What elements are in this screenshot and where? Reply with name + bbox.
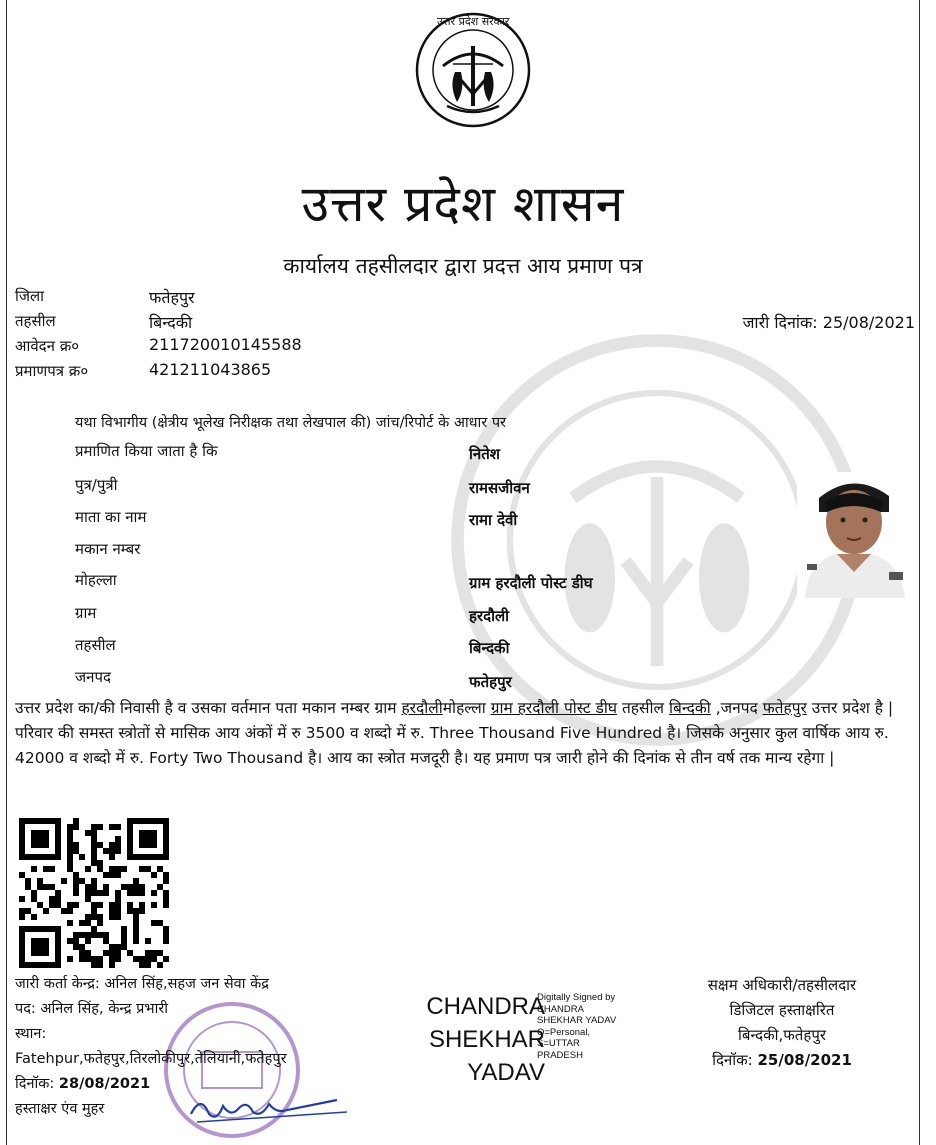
left-date-value: 28/08/2021 — [58, 1076, 151, 1092]
left-date: दिनॉक: 28/08/2021 — [15, 1076, 151, 1092]
locality-value: ग्राम हरदौली पोस्ट डीघ — [469, 574, 593, 592]
tehsil-underline: बिन्दकी — [668, 699, 711, 717]
main-title: उत्तर प्रदेश शासन — [301, 175, 625, 233]
mother-value: रामा देवी — [469, 511, 518, 529]
issuing-center: जारी कर्ता केन्द्र: अनिल सिंह,सहज जन सेवा केंद्र — [15, 976, 269, 992]
certified-label: प्रमाणित किया जाता है कि — [75, 442, 218, 460]
applicant-photo — [797, 472, 909, 598]
certificate-paragraph: उत्तर प्रदेश का/की निवासी है व उसका वर्तमान पता मकान नम्बर ग्राम हरदौलीमोहल्ला ग्राम हरदौली पोस्ट डीघ तहसील बिन्दकी ,जनपद फतेहपुर उत्तर प्रदेश है | परिवार की समस्त स्त्रोतों से मासिक आय अंकों में रु 3500 व शब्दो में रु. Three Thousand Five Hundred है। जिसके अनुसार कुल वार्षिक आय रु. 42000 व शब्दो में रु. Forty Two Thousand है। आय का स्त्रोत मजदूरी है। यह प्रमाण पत्र जारी होने की दिनांक से तीन वर्ष तक मान्य रहेगा | — [15, 699, 894, 767]
locality-label: मोहल्ला — [75, 571, 117, 589]
house-label: मकान नम्बर — [75, 540, 141, 558]
district-value: फतेहपुर — [149, 288, 195, 307]
village-label: ग्राम — [75, 604, 97, 622]
right-date-value: 25/08/2021 — [757, 1051, 852, 1069]
issue-date: जारी दिनांक: 25/08/2021 — [742, 313, 915, 332]
certificate-value: 421211043865 — [149, 360, 272, 379]
district-label: जिला — [15, 287, 45, 305]
emblem-text: उत्तर प्रदेश सरकार — [437, 15, 510, 28]
locality-underline: ग्राम हरदौली पोस्ट डीघ — [490, 699, 618, 717]
intro-line: यथा विभागीय (क्षेत्रीय भूलेख निरीक्षक तथा लेखपाल की) जांच/रिपोर्ट के आधार पर — [75, 415, 507, 431]
body-tehsil-label: तहसील — [75, 636, 116, 654]
village-value: हरदौली — [469, 607, 510, 625]
certificate-page — [6, 0, 920, 1145]
name-value: नितेश — [469, 445, 500, 463]
place-label: स्थान: — [15, 1026, 47, 1042]
body-district-value: फतेहपुर — [469, 673, 512, 691]
tehsil-value: बिन्दकी — [149, 313, 193, 332]
body-district-label: जनपद — [75, 668, 111, 686]
application-label: आवेदन क्र० — [15, 337, 80, 355]
son-label: पुत्र/पुत्री — [75, 476, 118, 494]
digital-signature-details: Digitally Signed by CHANDRA SHEKHAR YADAV O=Personal, S=UTTAR PRADESH — [537, 992, 617, 1061]
body-tehsil-value: बिन्दकी — [469, 639, 510, 657]
designation: पद: अनिल सिंह, केन्द्र प्रभारी — [15, 1001, 169, 1017]
application-value: 211720010145588 — [149, 335, 302, 354]
place-value: Fatehpur,फतेहपुर,तिरलोकीपुर,तेलियानी,फतेहपुर — [15, 1051, 287, 1067]
handwritten-signature — [187, 1088, 347, 1128]
digital-signer-name: CHANDRA SHEKHAR YADAV — [426, 993, 545, 1086]
sub-title: कार्यालय तहसीलदार द्वारा प्रदत्त आय प्रमाण पत्र — [283, 254, 643, 278]
right-date: दिनॉक: 25/08/2021 — [712, 1051, 852, 1069]
authority-title: सक्षम अधिकारी/तहसीलदार — [707, 976, 857, 994]
certificate-label: प्रमाणपत्र क्र० — [15, 362, 89, 380]
tehsil-label: तहसील — [15, 312, 56, 330]
qr-code — [19, 818, 169, 968]
district-underline: फतेहपुर — [762, 699, 807, 717]
father-value: रामसजीवन — [469, 479, 530, 497]
mother-label: माता का नाम — [75, 508, 147, 526]
authority-place: बिन्दकी,फतेहपुर — [738, 1026, 826, 1044]
signature-seal-label: हस्ताक्षर एंव मुहर — [15, 1101, 105, 1117]
village-underline: हरदौली — [401, 699, 443, 717]
digitally-signed-label: डिजिटल हस्ताक्षरित — [729, 1001, 835, 1019]
